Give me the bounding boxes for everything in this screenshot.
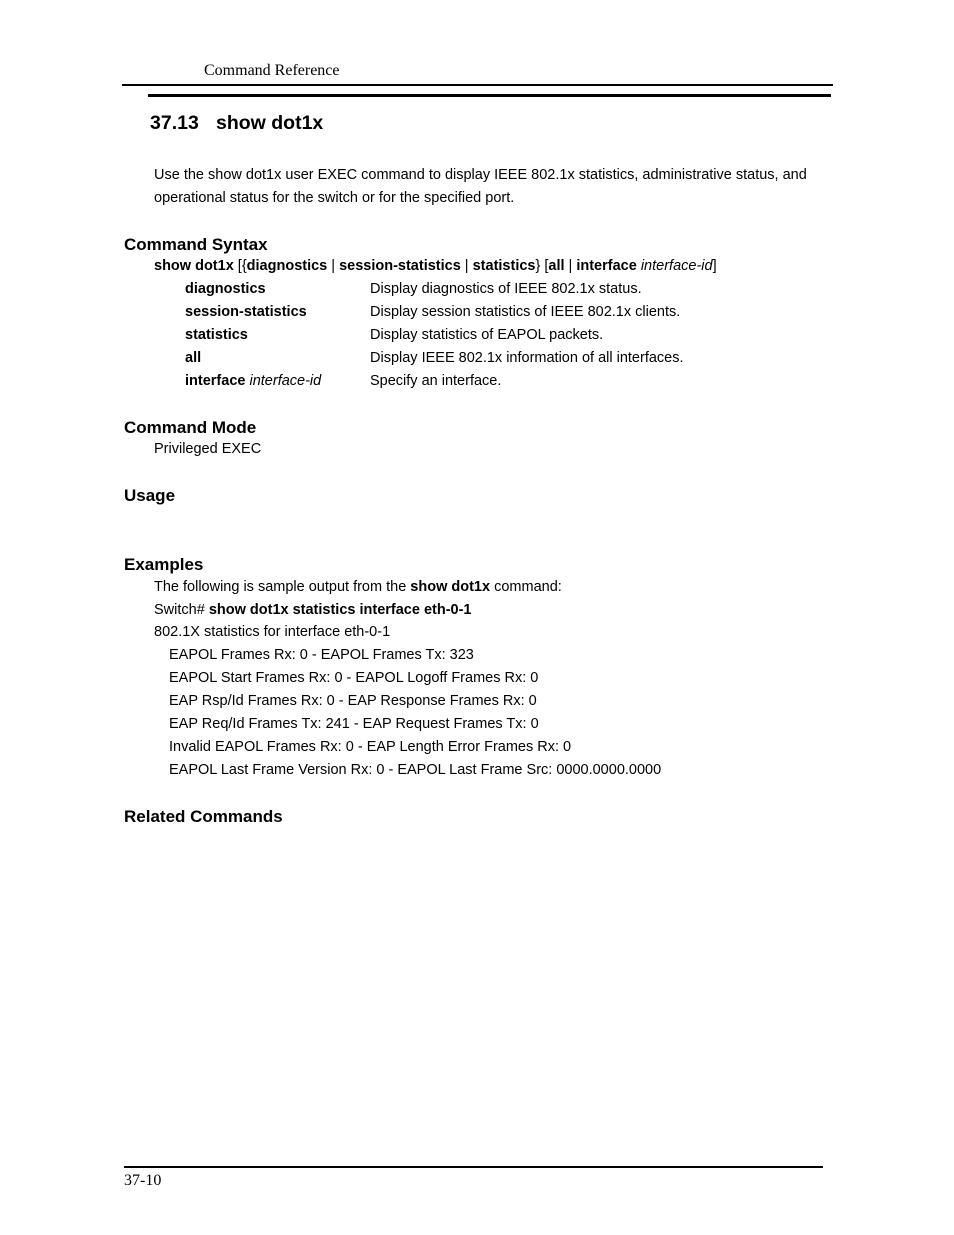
syntax-statistics: statistics [472, 258, 536, 274]
param-name: diagnostics [185, 281, 266, 297]
syntax-diagnostics: diagnostics [246, 258, 328, 274]
syntax-session-statistics: session-statistics [339, 258, 461, 274]
cli-prompt: Switch# [154, 602, 209, 618]
output-line: EAP Req/Id Frames Tx: 241 - EAP Request Frames Tx: 0 [169, 716, 539, 732]
command-mode-heading: Command Mode [124, 418, 257, 437]
syntax-punct: | [327, 258, 340, 274]
param-desc: Display diagnostics of IEEE 802.1x status. [370, 281, 642, 297]
command-syntax-heading: Command Syntax [124, 235, 268, 254]
syntax-interface-id: interface-id [640, 258, 713, 274]
syntax-punct: } [ [535, 258, 549, 274]
related-commands-heading: Related Commands [124, 807, 283, 826]
output-title: 802.1X statistics for interface eth-0-1 [154, 624, 391, 640]
example-command-line [154, 602, 472, 618]
examples-heading: Examples [124, 555, 204, 574]
intro-paragraph: Use the show dot1x user EXEC command to display IEEE 802.1x statistics, administrative status, and operational status for the switch or for the specified port. [154, 167, 807, 206]
syntax-punct: [{ [233, 258, 247, 274]
param-desc: Display session statistics of IEEE 802.1x clients. [370, 304, 681, 320]
header-rule-thick [148, 94, 831, 97]
param-desc: Display statistics of EAPOL packets. [370, 327, 604, 343]
param-name: session-statistics [185, 304, 307, 320]
output-line: EAPOL Frames Rx: 0 - EAPOL Frames Tx: 323 [169, 647, 474, 663]
section-number: 37.13 [150, 112, 199, 134]
output-line: EAPOL Last Frame Version Rx: 0 - EAPOL Last Frame Src: 0000.0000.0000 [169, 762, 662, 778]
page-number: 37-10 [124, 1172, 162, 1189]
syntax-punct: | [564, 258, 577, 274]
usage-heading: Usage [124, 486, 176, 505]
syntax-line [154, 258, 717, 274]
param-name: all [185, 350, 202, 366]
syntax-interface: interface [576, 258, 637, 274]
output-line: Invalid EAPOL Frames Rx: 0 - EAP Length Error Frames Rx: 0 [169, 739, 572, 755]
param-desc: Specify an interface. [370, 373, 502, 389]
param-name: statistics [185, 327, 248, 343]
examples-intro: The following is sample output from the show dot1x command: [154, 579, 562, 595]
param-name-interface: interface interface-id [185, 373, 322, 389]
section-title: show dot1x [216, 112, 324, 134]
syntax-punct: ] [712, 258, 717, 274]
cli-command: show dot1x statistics interface eth-0-1 [208, 602, 472, 618]
command-mode-value: Privileged EXEC [154, 441, 262, 457]
header-rule-thin [122, 84, 833, 86]
syntax-punct: | [460, 258, 473, 274]
footer-rule [124, 1166, 823, 1168]
syntax-cmd: show dot1x [154, 258, 234, 274]
syntax-all: all [548, 258, 565, 274]
running-header: Command Reference [204, 62, 340, 79]
output-line: EAPOL Start Frames Rx: 0 - EAPOL Logoff Frames Rx: 0 [169, 670, 539, 686]
output-line: EAP Rsp/Id Frames Rx: 0 - EAP Response Frames Rx: 0 [169, 693, 537, 709]
param-desc: Display IEEE 802.1x information of all interfaces. [370, 350, 684, 366]
